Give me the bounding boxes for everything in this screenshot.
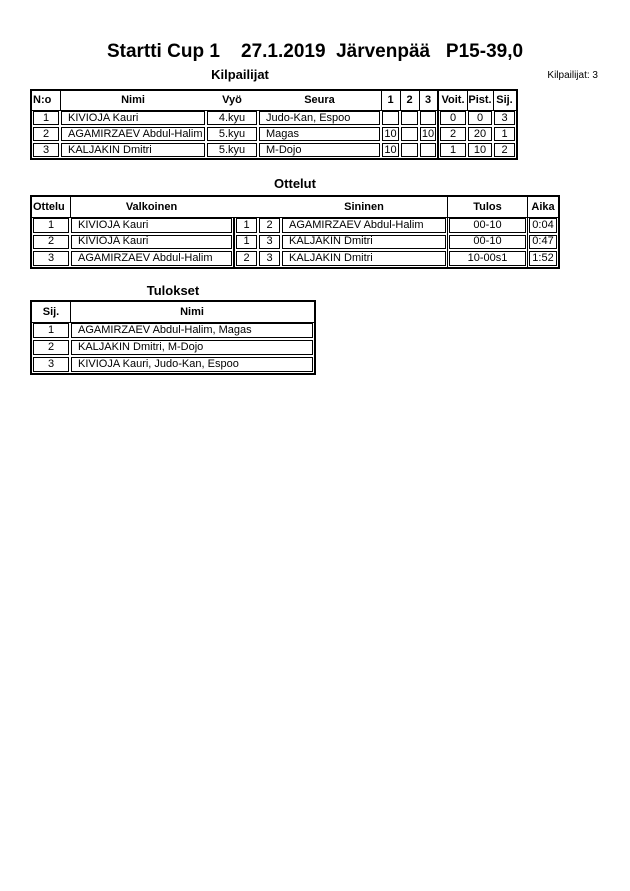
cell-match-no: 3 — [33, 251, 69, 266]
column-header-nimi: Nimi — [180, 305, 204, 318]
cell-round2 — [401, 111, 418, 125]
cell-name: AGAMIRZAEV Abdul-Halim, Magas — [71, 323, 313, 338]
cell-result: 10-00s1 — [449, 251, 526, 266]
cell-seura: M-Dojo — [259, 143, 380, 157]
cell-name: KIVIOJA Kauri, Judo-Kan, Espoo — [71, 357, 313, 372]
cell-blue-number: 2 — [259, 218, 280, 233]
cell-result: 00-10 — [449, 218, 526, 233]
section-title-kilpailijat: Kilpailijat — [211, 67, 269, 82]
cell-name: KALJAKIN Dmitri, M-Dojo — [71, 340, 313, 355]
cell-time: 0:47 — [529, 235, 557, 250]
header-separator — [381, 91, 382, 110]
cell-white-name: KIVIOJA Kauri — [71, 218, 232, 233]
header-separator — [400, 91, 401, 110]
cell-white-name: KIVIOJA Kauri — [71, 235, 232, 250]
cell-match-no: 1 — [33, 218, 69, 233]
section-title-tulokset: Tulokset — [146, 283, 200, 298]
cell-white-number: 1 — [236, 235, 257, 250]
cell-pist: 10 — [468, 143, 492, 157]
column-header-sij: Sij. — [496, 94, 513, 106]
cell-no: 3 — [33, 143, 59, 157]
column-header-vyo: Vyö — [222, 94, 242, 106]
header-divider-line — [32, 217, 558, 218]
cell-round3: 10 — [421, 127, 435, 140]
cell-blue-name: KALJAKIN Dmitri — [282, 235, 446, 250]
column-header-3: 3 — [424, 94, 432, 106]
column-header-ottelu: Ottelu — [33, 200, 65, 213]
header-separator — [70, 302, 71, 322]
cell-blue-number: 3 — [259, 235, 280, 250]
cell-pist: 0 — [468, 111, 492, 125]
cell-round1: 10 — [382, 127, 399, 141]
column-header-sij: Sij. — [42, 305, 60, 318]
cell-place: 2 — [33, 340, 69, 355]
header-divider-line — [32, 322, 314, 323]
cell-nimi: KALJAKIN Dmitri — [61, 143, 205, 157]
cell-sij: 2 — [494, 143, 515, 157]
cell-seura: Magas — [259, 127, 380, 141]
tulokset-table — [30, 300, 316, 375]
column-header-voit: Voit. — [441, 94, 465, 106]
header-separator — [60, 91, 61, 110]
cell-place: 3 — [33, 357, 69, 372]
section-title-ottelut: Ottelut — [274, 176, 316, 191]
column-header-tulos: Tulos — [473, 200, 502, 213]
header-divider-line — [32, 110, 516, 111]
cell-no: 1 — [33, 111, 59, 125]
cell-round1: 10 — [382, 143, 399, 157]
cell-sij: 3 — [494, 111, 515, 125]
cell-round2 — [401, 143, 418, 157]
cell-place: 1 — [33, 323, 69, 338]
kilpailijat-table — [30, 89, 518, 160]
cell-seura: Judo-Kan, Espoo — [259, 111, 380, 125]
cell-no: 2 — [33, 127, 59, 141]
header-separator — [467, 91, 468, 110]
column-header-2: 2 — [406, 94, 413, 106]
cell-vyo: 4.kyu — [207, 111, 257, 125]
column-header-valkoinen: Valkoinen — [125, 200, 178, 213]
cell-white-number: 1 — [236, 218, 257, 233]
cell-vyo: 5.kyu — [207, 143, 257, 157]
column-header-aika: Aika — [531, 200, 555, 213]
aika-column-divider — [527, 197, 528, 267]
column-header-nimi: Nimi — [121, 94, 145, 106]
tulos-column-divider — [447, 197, 448, 267]
cell-match-no: 2 — [33, 235, 69, 250]
ottelut-table — [30, 195, 560, 269]
cell-voit: 2 — [440, 127, 466, 141]
cell-round3 — [420, 143, 436, 157]
header-separator — [70, 197, 71, 217]
cell-sij: 1 — [494, 127, 515, 141]
cell-vyo: 5.kyu — [207, 127, 257, 141]
column-header-pist: Pist. — [468, 94, 492, 106]
cell-round3 — [420, 111, 436, 125]
cell-time: 0:04 — [529, 218, 557, 233]
cell-white-number: 2 — [236, 251, 257, 266]
page-title: Startti Cup 1 27.1.2019 Järvenpää P15-39,0 — [106, 41, 524, 62]
cell-white-name: AGAMIRZAEV Abdul-Halim — [71, 251, 232, 266]
header-separator — [419, 91, 420, 110]
cell-voit: 1 — [440, 143, 466, 157]
header-separator — [493, 91, 494, 110]
cell-round2 — [401, 127, 418, 141]
column-header-seura: Seura — [304, 94, 335, 106]
competitors-count-label: Kilpailijat: 3 — [547, 70, 598, 81]
cell-result: 00-10 — [449, 235, 526, 250]
cell-nimi: KIVIOJA Kauri — [61, 111, 205, 125]
column-header-sininen: Sininen — [344, 200, 384, 213]
white-numbers-divider — [233, 217, 235, 267]
column-header-no: N:o — [33, 94, 52, 106]
cell-blue-number: 3 — [259, 251, 280, 266]
cell-time: 1:52 — [529, 251, 557, 266]
cell-nimi: AGAMIRZAEV Abdul-Halim — [61, 127, 205, 141]
cell-round1 — [382, 111, 399, 125]
cell-blue-name: AGAMIRZAEV Abdul-Halim — [282, 218, 446, 233]
column-header-1: 1 — [387, 94, 394, 106]
cell-pist: 20 — [468, 127, 492, 141]
results-group-divider — [437, 91, 439, 158]
cell-voit: 0 — [440, 111, 466, 125]
cell-blue-name: KALJAKIN Dmitri — [282, 251, 446, 266]
